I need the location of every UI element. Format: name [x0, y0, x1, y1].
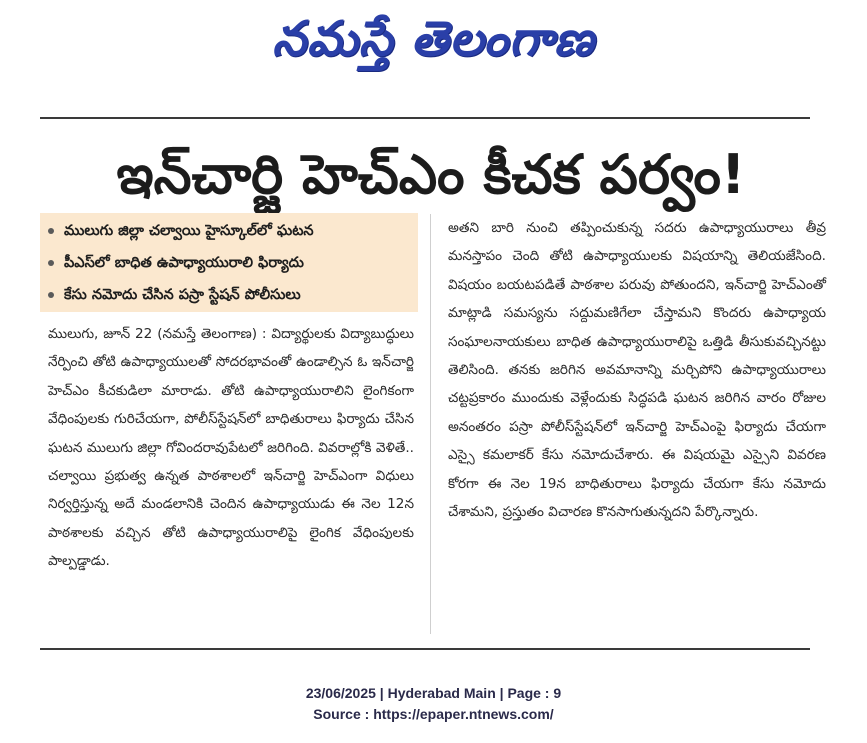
highlights-box: [40, 213, 418, 312]
highlight-item: [48, 217, 314, 245]
highlight-text: పీఎస్‌లో బాధిత ఉపాధ్యాయురాలి ఫిర్యాదు: [64, 255, 304, 271]
bottom-rule: [40, 648, 810, 650]
article-column-left: ములుగు, జూన్ 22 (నమస్తే తెలంగాణ) : విద్యార్థులకు విద్యాబుద్ధులు నేర్పించి తోటి ఉపాధ్యాయులతో సోదరభావంతో ఉండాల్సిన ఓ ఇన్‌చార్జి హెచ్‌ఎం కీచకుడిలా మారాడు. తోటి ఉపాధ్యాయురాలిని లైంగికంగా వేధింపులకు గురిచేయగా, పోలీస్‌స్టేషన్‌లో బాధితురాలు ఫిర్యాదు చేసిన ఘటన ములుగు జిల్లా గోవిందరావుపేటలో జరిగింది. వివరాల్లోకి వెళితే.. చల్వాయి ప్రభుత్వ ఉన్నత పాఠశాలలో ఇన్‌చార్జి హెచ్‌ఎంగా విధులు నిర్వర్తిస్తున్న అదే మండలానికి చెందిన ఉపాధ్యాయుడు ఈ నెల 12న పాఠశాలకు వచ్చిన తోటి ఉపాధ్యాయురాలిపై లైంగిక వేధింపులకు పాల్పడ్డాడు.: [48, 326, 414, 570]
article-column-right: అతని బారి నుంచి తప్పించుకున్న సదరు ఉపాధ్యాయురాలు తీవ్ర మనస్తాపం చెంది తోటి ఉపాధ్యాయులకు విషయాన్ని తెలియజేసింది. విషయం బయటపడితే పాఠశాల పరువు పోతుందని, ఇన్‌చార్జి హెచ్‌ఎంతో మాట్లాడి సమస్యను సద్దుమణిగేలా చేస్తామని కొందరు ఉపాధ్యాయ సంఘాలనాయకులు బాధిత ఉపాధ్యాయురాలిపై ఒత్తిడి తీసుకువచ్చినట్టు తెలిసింది. తనకు జరిగిన అవమానాన్ని మర్చిపోని ఉపాధ్యాయురాలు చట్టప్రకారం ముందుకు వెళ్లేందుకు సిద్ధపడి ఘటన జరిగిన వారం రోజుల అనంతరం పస్రా పోలీస్‌స్టేషన్‌లో ఇన్‌చార్జి హెచ్‌ఎంపై ఫిర్యాదు చేయగా ఎస్సై కమలాకర్ కేసు నమోదుచేశారు. ఈ విషయమై ఎస్సైని వివరణ కోరగా ఈ నెల 19న బాధితురాలు ఫిర్యాదు చేయగా కేసు నమోదు చేశామని, ప్రస్తుతం విచారణ కొనసాగుతున్నదని పేర్కొన్నారు.: [448, 220, 826, 521]
newspaper-masthead: నమస్తే తెలంగాణ: [272, 11, 595, 67]
column-divider: [430, 214, 431, 634]
footer-source: Source : https://epaper.ntnews.com/: [313, 706, 554, 722]
top-rule: [40, 117, 810, 119]
footer-date-edition: 23/06/2025 | Hyderabad Main | Page : 9: [305, 685, 562, 701]
article-headline: ఇన్‌చార్జి హెచ్‌ఎం కీచక పర్వం!: [116, 143, 746, 206]
bullet-dot-icon: [48, 292, 54, 298]
highlight-item: [48, 249, 304, 277]
highlight-item: [48, 281, 301, 309]
bullet-dot-icon: [48, 228, 54, 234]
highlight-text: ములుగు జిల్లా చల్వాయి హైస్కూల్‌లో ఘటన: [64, 223, 314, 239]
highlight-text: కేసు నమోదు చేసిన పస్రా స్టేషన్ పోలీసులు: [64, 287, 301, 303]
bullet-dot-icon: [48, 260, 54, 266]
